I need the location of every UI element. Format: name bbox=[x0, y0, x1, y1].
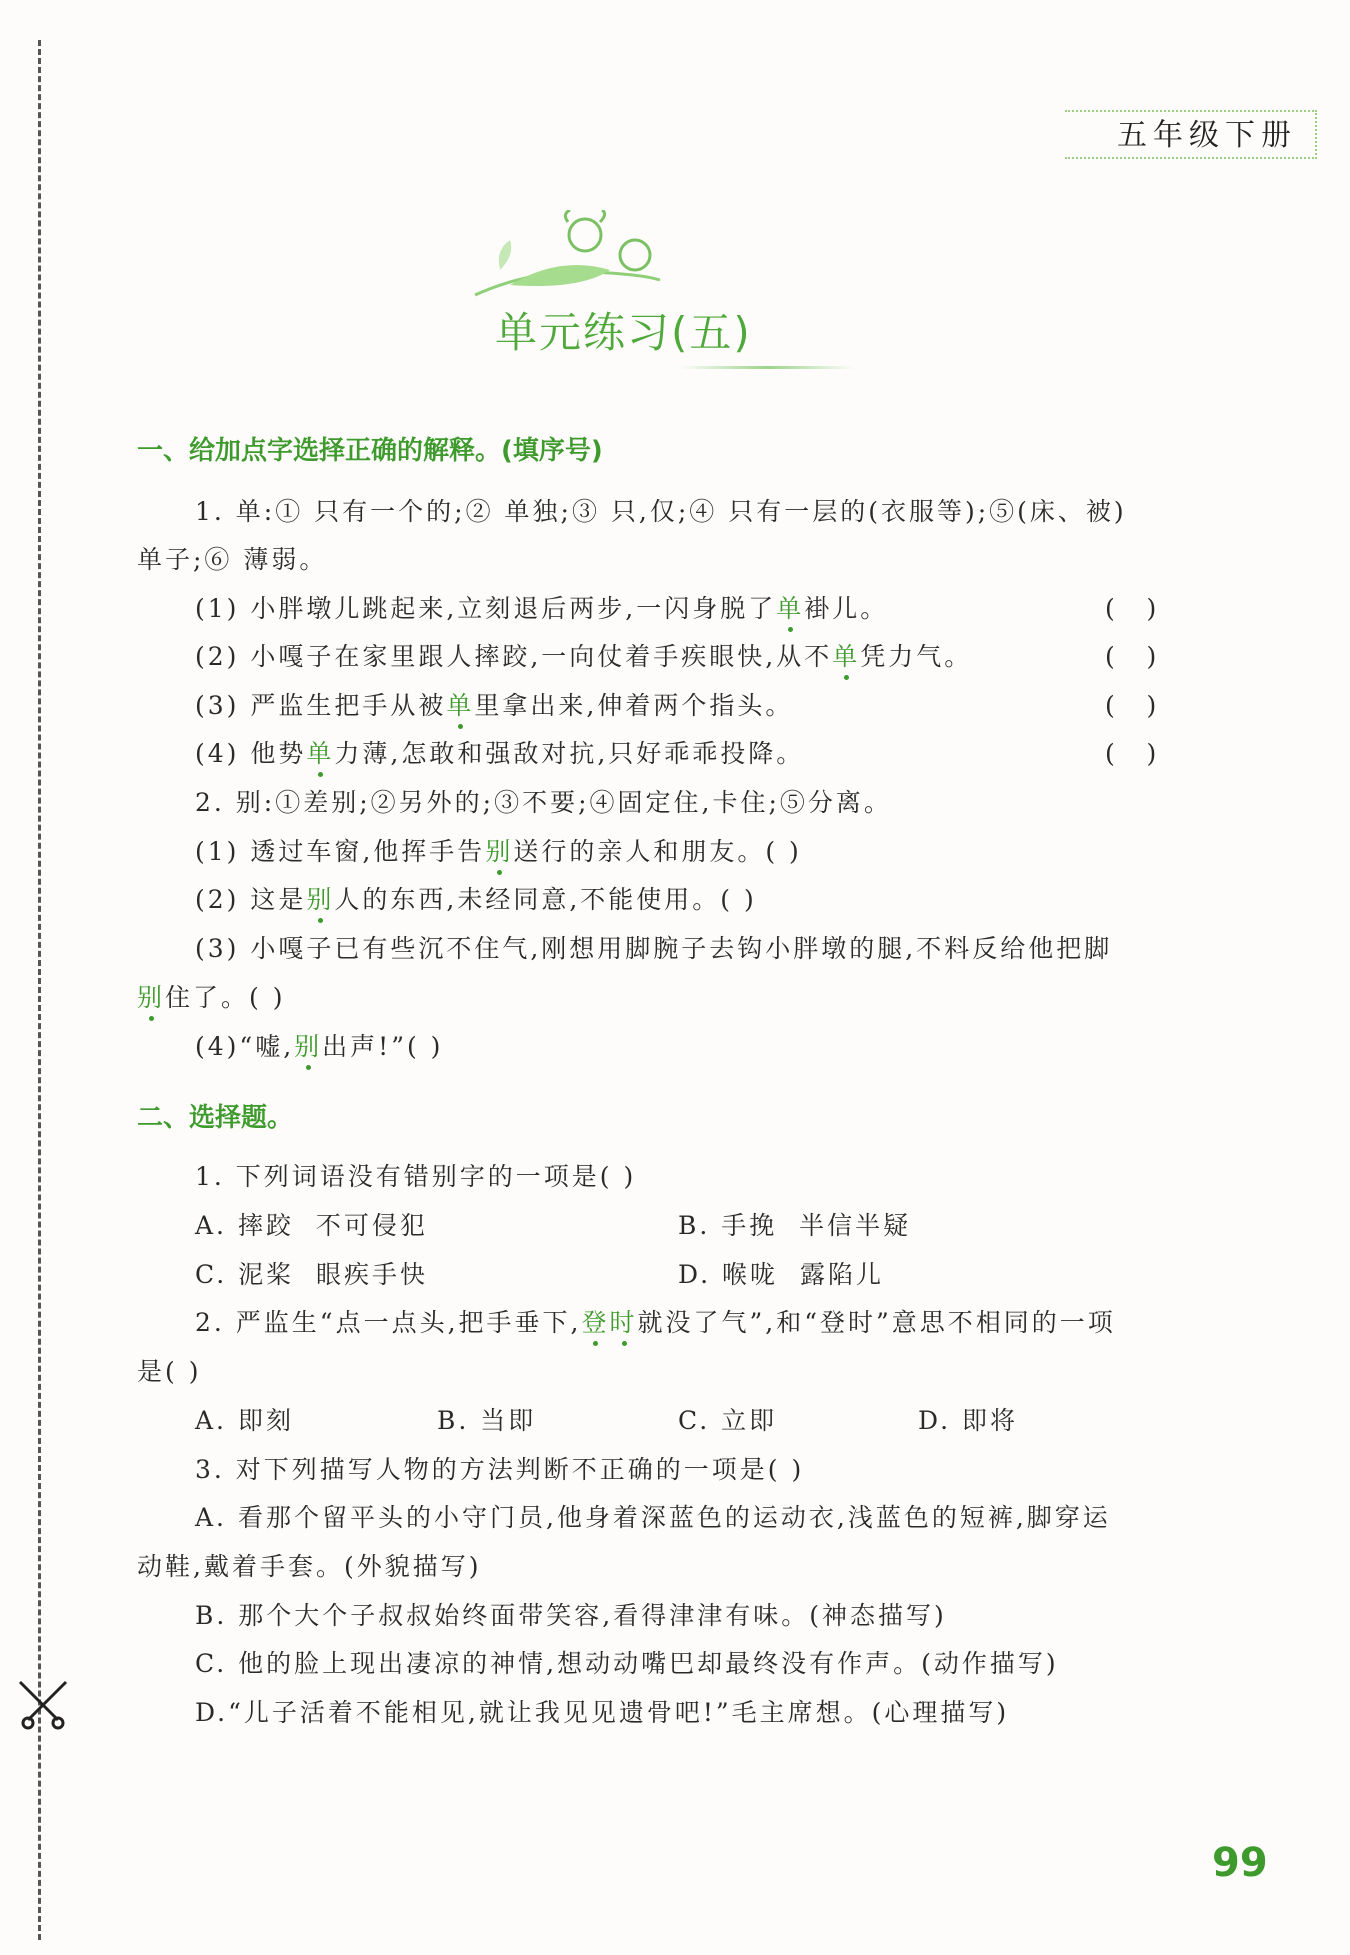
q1-definitions: 1. 单:① 只有一个的;② 单独;③ 只,仅;④ 只有一层的(衣服等);⑤(床、被) bbox=[195, 497, 1127, 526]
grade-tag bbox=[1065, 110, 1317, 159]
s2-q3-stem: 3. 对下列描写人物的方法判断不正确的一项是( ) bbox=[195, 1455, 805, 1484]
s2-q3-option-d: D.“儿子活着不能相见,就让我见见遗骨吧!”毛主席想。(心理描写) bbox=[195, 1698, 1010, 1727]
q2-item-4: (4)“嘘,别出声!”( ) bbox=[195, 1030, 443, 1064]
q2-item-1: (1) 透过车窗,他挥手告别送行的亲人和朋友。( ) bbox=[195, 835, 802, 869]
q1-item-3: (3) 严监生把手从被单里拿出来,伸着两个指头。 bbox=[195, 689, 793, 723]
s2-q3-option-a: A. 看那个留平头的小守门员,他身着深蓝色的运动衣,浅蓝色的短裤,脚穿运 bbox=[195, 1503, 1111, 1532]
s2-q1-option-a: A. 摔跤 不可侵犯 bbox=[195, 1211, 428, 1240]
answer-blank: ( ) bbox=[1105, 691, 1157, 720]
q1-item-4: (4) 他势单力薄,怎敢和强敌对抗,只好乖乖投降。 bbox=[195, 737, 804, 771]
s2-q2-option-a: A. 即刻 bbox=[195, 1406, 294, 1435]
s2-q2-option-b: B. 当即 bbox=[437, 1406, 537, 1435]
q1-item-1: (1) 小胖墩儿跳起来,立刻退后两步,一闪身脱了单褂儿。 bbox=[195, 592, 888, 626]
s2-q3-option-a-cont: 动鞋,戴着手套。(外貌描写) bbox=[137, 1552, 482, 1581]
section2-heading: 二、选择题。 bbox=[137, 1103, 294, 1133]
answer-blank: ( ) bbox=[1105, 642, 1157, 671]
grade-label: 五年级下册 bbox=[1117, 118, 1297, 153]
q2-definitions: 2. 别:①差别;②另外的;③不要;④固定住,卡住;⑤分离。 bbox=[195, 788, 892, 817]
answer-blank: ( ) bbox=[1105, 739, 1157, 768]
s2-q2-stem-cont: 是( ) bbox=[137, 1357, 202, 1386]
s2-q1-option-b: B. 手挽 半信半疑 bbox=[678, 1211, 912, 1240]
q1-definitions-cont: 单子;⑥ 薄弱。 bbox=[137, 545, 328, 574]
q1-item-2: (2) 小嘎子在家里跟人摔跤,一向仗着手疾眼快,从不单凭力气。 bbox=[195, 640, 972, 674]
s2-q3-option-b: B. 那个大个子叔叔始终面带笑容,看得津津有味。(神态描写) bbox=[195, 1601, 947, 1630]
s2-q1-option-d: D. 喉咙 露陷儿 bbox=[678, 1260, 884, 1289]
s2-q1-option-c: C. 泥桨 眼疾手快 bbox=[195, 1260, 429, 1289]
title-underline bbox=[680, 366, 855, 369]
answer-blank: ( ) bbox=[1105, 594, 1157, 623]
section1-heading: 一、给加点字选择正确的解释。(填序号) bbox=[137, 436, 603, 466]
page-title: 单元练习(五) bbox=[495, 308, 752, 357]
q2-item-3: (3) 小嘎子已有些沉不住气,刚想用脚腕子去钩小胖墩的腿,不料反给他把脚 bbox=[195, 934, 1113, 963]
s2-q2-option-c: C. 立即 bbox=[678, 1406, 778, 1435]
page-number: 99 bbox=[1212, 1840, 1268, 1886]
s2-q2-option-d: D. 即将 bbox=[918, 1406, 1019, 1435]
s2-q1-stem: 1. 下列词语没有错别字的一项是( ) bbox=[195, 1162, 637, 1191]
q2-item-2: (2) 这是别人的东西,未经同意,不能使用。( ) bbox=[195, 883, 757, 917]
s2-q3-option-c: C. 他的脸上现出凄凉的神情,想动动嘴巴却最终没有作声。(动作描写) bbox=[195, 1649, 1059, 1678]
children-leaf-illustration bbox=[470, 210, 700, 310]
scissors-icon bbox=[18, 1680, 68, 1730]
s2-q2-stem: 2. 严监生“点一点头,把手垂下,登时就没了气”,和“登时”意思不相同的一项 bbox=[195, 1306, 1116, 1340]
q2-item-3-cont: 别住了。( ) bbox=[137, 981, 285, 1015]
cut-line bbox=[38, 40, 41, 1940]
